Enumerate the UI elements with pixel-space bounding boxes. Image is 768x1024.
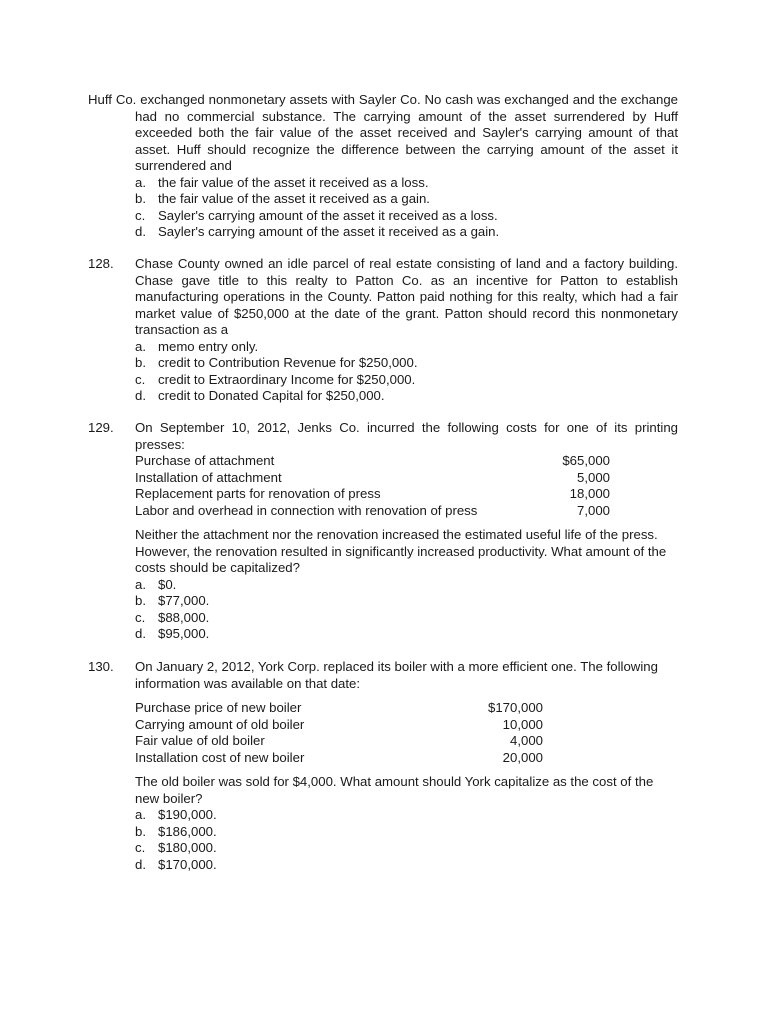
question-stem: On September 10, 2012, Jenks Co. incurred the following costs for one of its printing presses: <box>135 420 678 452</box>
question-128 <box>88 256 678 405</box>
answer-choice[interactable]: a. $0. <box>135 576 177 592</box>
question-stem: On January 2, 2012, York Corp. replaced its boiler with a more efficient one. The following information was available on that date: <box>135 659 658 691</box>
answer-choice[interactable]: d. credit to Donated Capital for $250,000. <box>135 388 385 403</box>
question-prompt: The old boiler was sold for $4,000. What amount should York capitalize as the cost of the new boiler? <box>135 774 654 806</box>
answer-choices <box>88 577 678 643</box>
answer-choice[interactable]: a. the fair value of the asset it received as a loss. <box>135 174 429 190</box>
question-stem: Chase County owned an idle parcel of real estate consisting of land and a factory building. Chase gave title to this realty to Patton Co. as an incentive for Patton to establish manufacturing operations in the County. Patton paid nothing for this realty, which had a fair market value of $250,000 at the date of the grant. Patton should record this nonmonetary transaction as a <box>135 256 678 337</box>
answer-choice[interactable]: b. $186,000. <box>135 823 217 839</box>
table-row: Replacement parts for renovation of press 18,000 <box>135 486 610 501</box>
answer-choices <box>88 339 678 405</box>
answer-choice[interactable]: c. $180,000. <box>135 840 217 855</box>
question-129 <box>88 420 678 643</box>
table-row: Fair value of old boiler 4,000 <box>135 733 543 748</box>
question-number: 130. <box>88 659 114 674</box>
table-row: Carrying amount of old boiler 10,000 <box>135 716 543 732</box>
cost-table <box>135 700 543 766</box>
answer-choice[interactable]: d. $170,000. <box>135 856 217 872</box>
answer-choice[interactable]: b. credit to Contribution Revenue for $250,000. <box>135 355 418 370</box>
question-huff <box>88 92 678 241</box>
question-number: 128. <box>88 256 114 271</box>
answer-choice[interactable]: c. Sayler's carrying amount of the asset it received as a loss. <box>135 207 498 223</box>
table-row: Installation of attachment 5,000 <box>135 469 610 485</box>
answer-choices <box>88 175 678 241</box>
answer-choice[interactable]: c. credit to Extraordinary Income for $250,000. <box>135 371 416 387</box>
answer-choice[interactable]: c. $88,000. <box>135 609 210 625</box>
answer-choice[interactable]: b. the fair value of the asset it received as a gain. <box>135 191 430 206</box>
question-number: 129. <box>88 420 114 435</box>
table-row: Purchase price of new boiler $170,000 <box>135 700 543 715</box>
table-row: Purchase of attachment $65,000 <box>135 453 610 468</box>
question-130 <box>88 659 678 873</box>
answer-choice[interactable]: d. Sayler's carrying amount of the asset it received as a gain. <box>135 224 500 239</box>
answer-choice[interactable]: b. $77,000. <box>135 593 210 608</box>
question-prompt: Neither the attachment nor the renovation increased the estimated useful life of the press. However, the renovation resulted in significantly increased productivity. What amount of the costs should be capitalized? <box>135 527 667 575</box>
question-stem: Huff Co. exchanged nonmonetary assets with Sayler Co. No cash was exchanged and the exchange had no commercial substance. The carrying amount of the asset surrendered by Huff exceeded both the fair value of the asset received and Sayler's carrying amount of that asset. Huff should recognize the difference between the carrying amount of the asset it surrendered and <box>88 92 678 173</box>
table-row: Labor and overhead in connection with renovation of press 7,000 <box>135 502 610 518</box>
table-row: Installation cost of new boiler 20,000 <box>135 749 543 765</box>
answer-choice[interactable]: a. $190,000. <box>135 807 217 822</box>
answer-choice[interactable]: a. memo entry only. <box>135 338 259 354</box>
answer-choices <box>88 807 678 873</box>
cost-table <box>135 453 610 519</box>
answer-choice[interactable]: d. $95,000. <box>135 626 210 641</box>
